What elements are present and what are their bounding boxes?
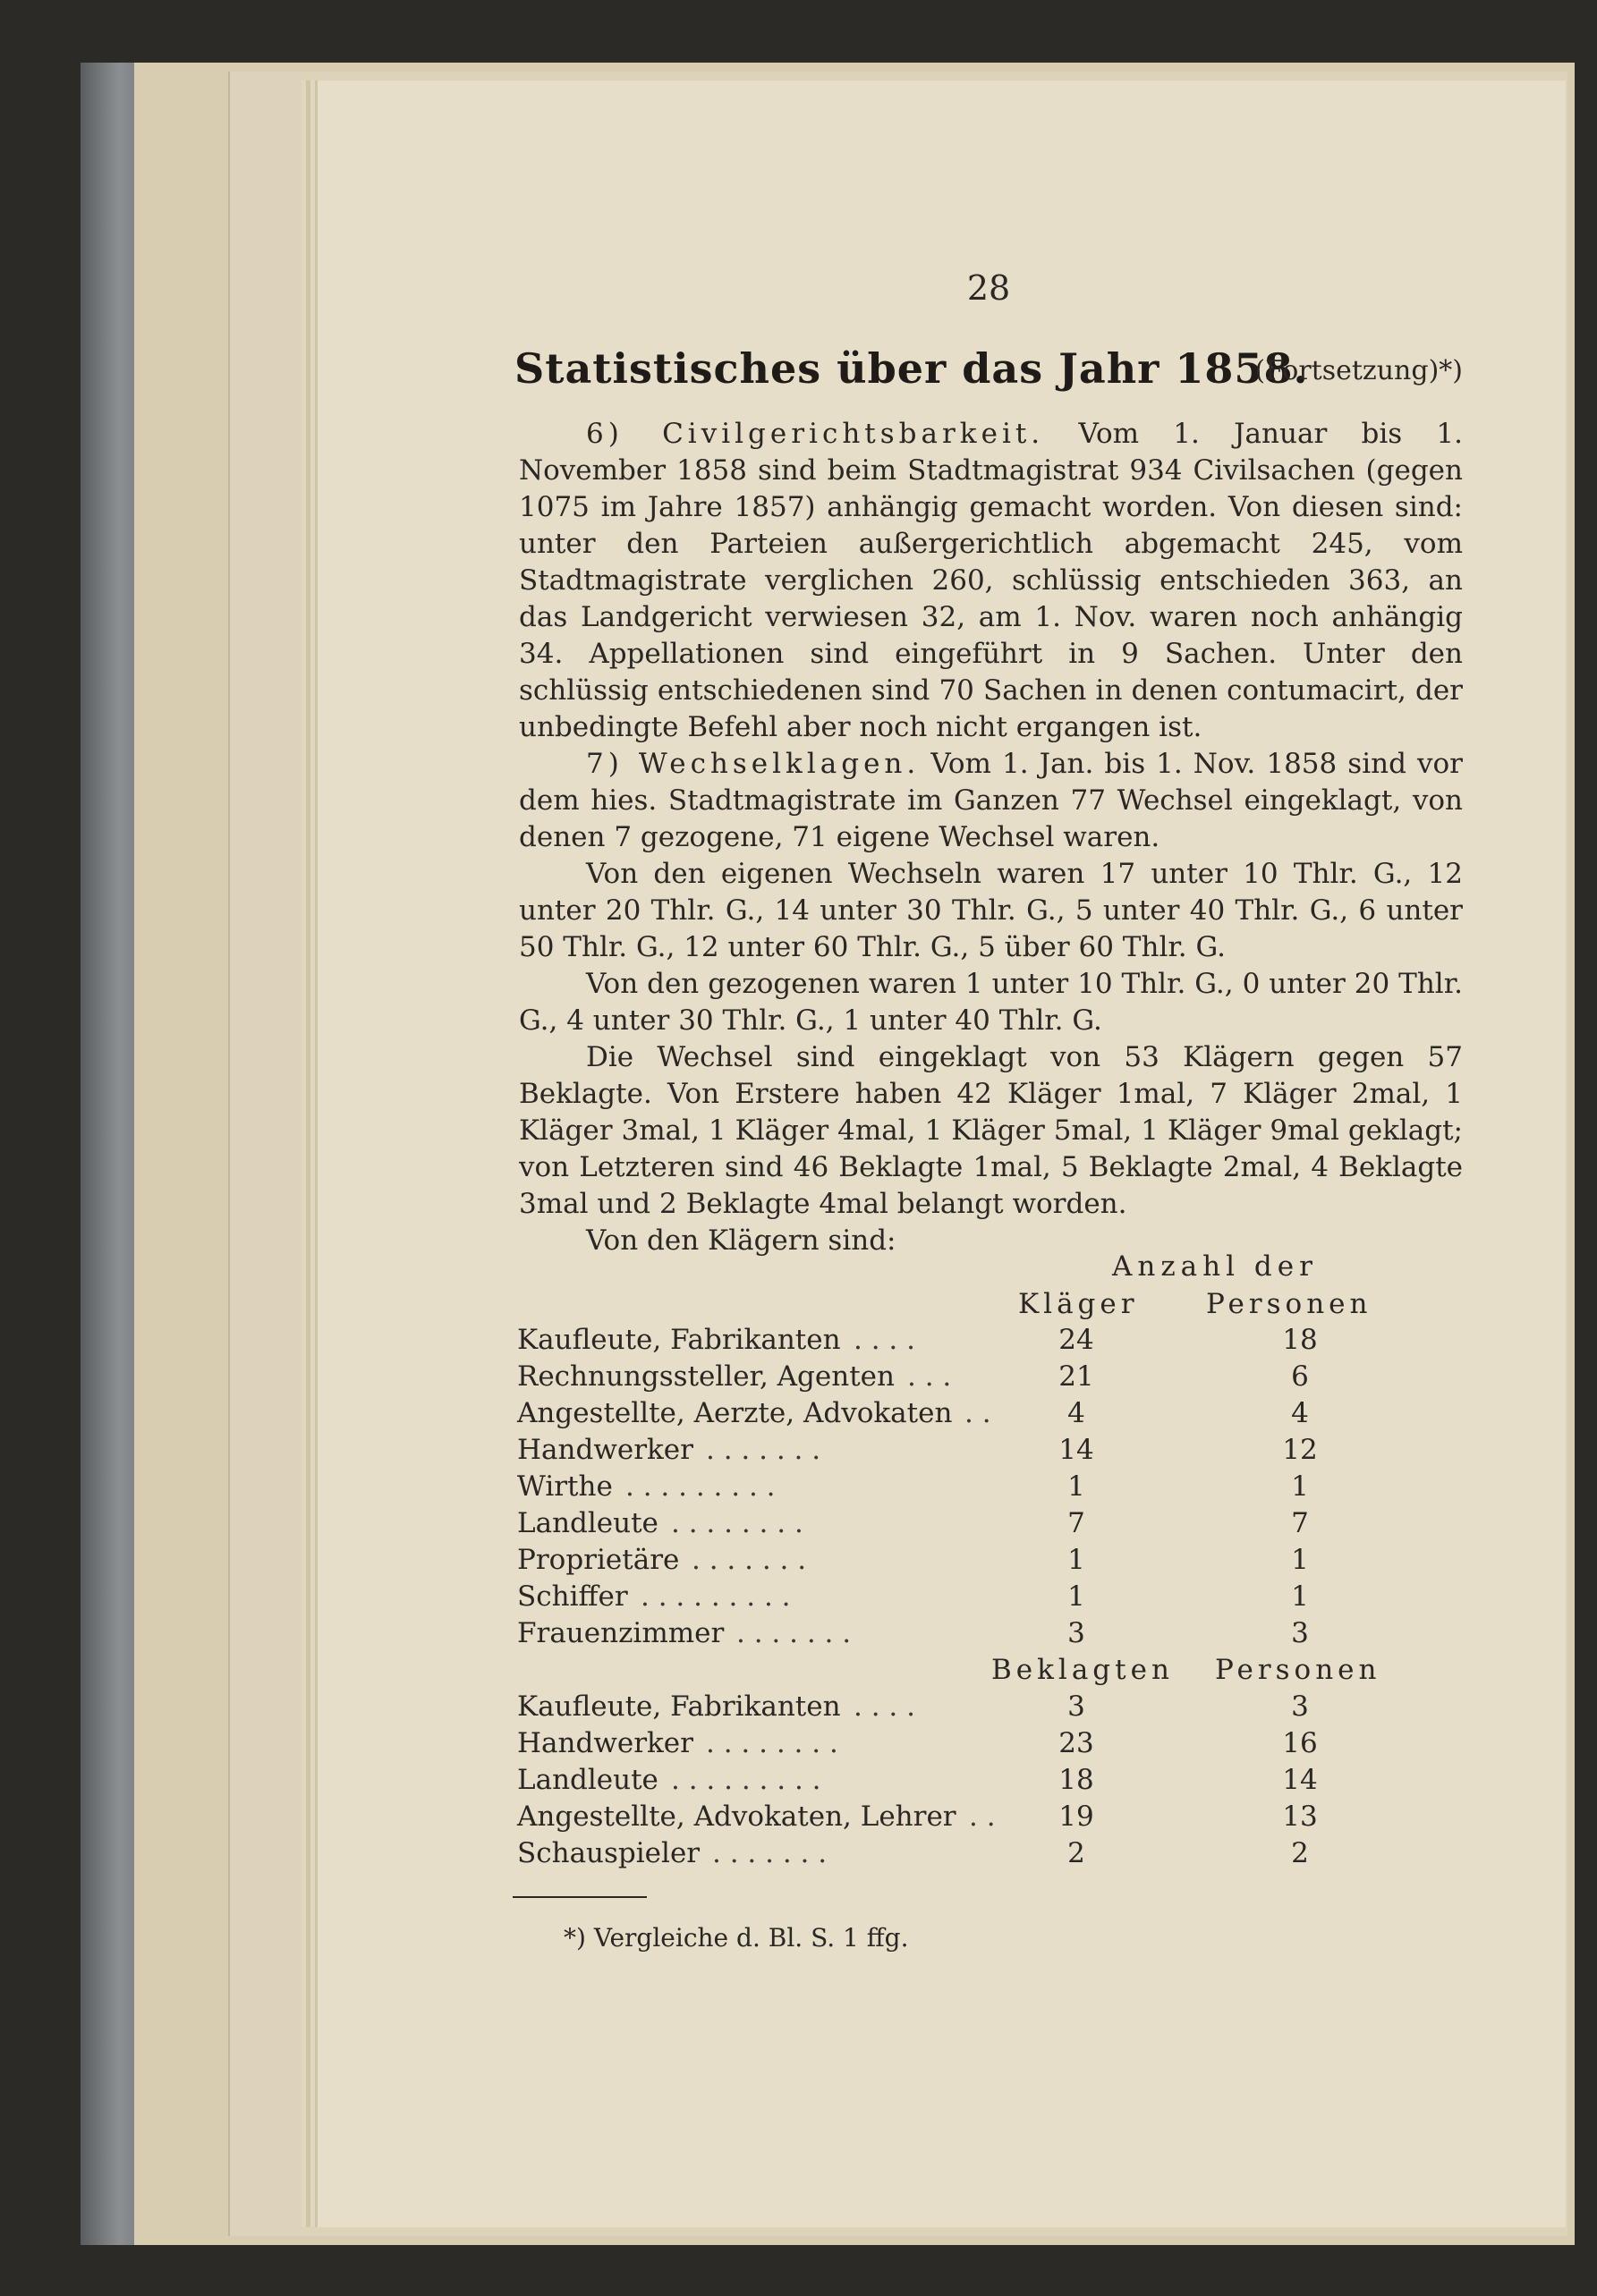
row-value-count: 23 (1058, 1727, 1094, 1759)
row-value-persons: 7 (1291, 1507, 1309, 1539)
row-label: Landleute (517, 1507, 658, 1539)
header-persons: Personen (1206, 1288, 1372, 1320)
table-row (517, 1434, 1465, 1470)
table-row (517, 1617, 1465, 1654)
row-leader-dots: . . . . (854, 1690, 915, 1723)
paragraph-section-6 (519, 416, 1463, 746)
row-leader-dots: . . . . (854, 1324, 915, 1356)
paragraph-plaintiffs-defendants: Die Wechsel sind eingeklagt von 53 Klägern gegen 57 Beklagte. Von Erstere haben 42 Kläger 1mal, 7 Kläger 2mal, 1 Kläger 3mal, 1 Kläger 4mal, 1 Kläger 5mal, 1 Kläger 9mal geklagt; von Letzteren sind 46 Beklagte 1mal, 5 Beklagte 2mal, 4 Beklagte 3mal und 2 Beklagte 4mal belangt worden. (519, 1041, 1463, 1220)
row-label: Kaufleute, Fabrikanten (517, 1324, 841, 1356)
title-row (514, 344, 1463, 393)
table-row (517, 1470, 1465, 1507)
paragraph-table-intro: Von den Klägern sind: (586, 1224, 896, 1257)
footnote: *) Vergleiche d. Bl. S. 1 ffg. (564, 1923, 909, 1953)
table-row (517, 1764, 1465, 1800)
row-value-count: 2 (1067, 1837, 1085, 1869)
row-leader-dots: . . (969, 1800, 996, 1833)
row-leader-dots: . . . . . . . . . (625, 1470, 776, 1503)
table-row (517, 1397, 1465, 1434)
row-value-persons: 1 (1291, 1544, 1309, 1576)
header-defendants: Beklagten (991, 1654, 1174, 1686)
row-label: Handwerker (517, 1434, 693, 1466)
table-header (517, 1250, 1465, 1324)
row-label: Wirthe (517, 1470, 613, 1503)
table-row (517, 1360, 1465, 1397)
row-value-count: 18 (1058, 1764, 1094, 1796)
page-title: Statistisches über das Jahr 1858. (514, 344, 1309, 393)
defendant-rows (517, 1690, 1465, 1874)
row-value-persons: 12 (1282, 1434, 1318, 1466)
page-number: 28 (966, 268, 1011, 308)
row-leader-dots: . . . . . . . (736, 1617, 852, 1649)
row-value-count: 1 (1067, 1544, 1085, 1576)
row-value-persons: 1 (1291, 1470, 1309, 1503)
section-6-heading: 6) Civilgerichtsbarkeit. (586, 418, 1045, 450)
row-leader-dots: . . . (907, 1360, 952, 1393)
row-label: Handwerker (517, 1727, 693, 1759)
row-leader-dots: . . . . . . . . (706, 1727, 838, 1759)
section-7-heading: 7) Wechselklagen. (586, 748, 921, 780)
row-value-count: 4 (1067, 1397, 1085, 1429)
row-value-persons: 13 (1282, 1800, 1318, 1833)
row-value-count: 24 (1058, 1324, 1094, 1356)
paragraph-own-bills: Von den eigenen Wechseln waren 17 unter 10 Thlr. G., 12 unter 20 Thlr. G., 14 unter 30 Thlr. G., 5 unter 40 Thlr. G., 6 unter 50 Thlr. G., 12 unter 60 Thlr. G., 5 über 60 Thlr. G. (519, 858, 1463, 963)
row-value-persons: 3 (1291, 1617, 1309, 1649)
table-row (517, 1507, 1465, 1544)
title-note: (Fortsetzung)*) (1254, 355, 1463, 386)
table-row (517, 1690, 1465, 1727)
row-value-persons: 4 (1291, 1397, 1309, 1429)
row-label: Angestellte, Aerzte, Advokaten (517, 1397, 953, 1429)
footnote-rule (513, 1896, 647, 1898)
table-row (517, 1800, 1465, 1837)
defendants-header (517, 1654, 1465, 1690)
row-leader-dots: . . (964, 1397, 991, 1429)
row-value-persons: 14 (1282, 1764, 1318, 1796)
row-value-count: 3 (1067, 1617, 1085, 1649)
body-text (519, 416, 1463, 1259)
row-leader-dots: . . . . . . . (712, 1837, 828, 1869)
row-value-persons: 2 (1291, 1837, 1309, 1869)
row-value-persons: 3 (1291, 1690, 1309, 1723)
row-label: Schauspieler (517, 1837, 701, 1869)
row-leader-dots: . . . . . . . . . (641, 1580, 791, 1613)
row-leader-dots: . . . . . . . (706, 1434, 821, 1466)
row-label: Proprietäre (517, 1544, 680, 1576)
row-value-count: 3 (1067, 1690, 1085, 1723)
plaintiff-rows (517, 1324, 1465, 1654)
header-count: Anzahl der (1112, 1250, 1318, 1283)
header-plaintiffs: Kläger (1018, 1288, 1139, 1320)
table-row (517, 1544, 1465, 1580)
row-label: Frauenzimmer (517, 1617, 725, 1649)
row-value-persons: 18 (1282, 1324, 1318, 1356)
row-value-count: 1 (1067, 1580, 1085, 1613)
paragraph-drawn-bills: Von den gezogenen waren 1 unter 10 Thlr. G., 0 unter 20 Thlr. G., 4 unter 30 Thlr. G., 1 unter 40 Thlr. G. (519, 968, 1463, 1037)
section-7-text: Vom 1. Jan. bis 1. Nov. 1858 sind vor dem hies. Stadtmagistrate im Ganzen 77 Wechsel eingeklagt, von denen 7 gezogene, 71 eigene Wechsel waren. (519, 748, 1463, 853)
row-label: Kaufleute, Fabrikanten (517, 1690, 841, 1723)
table-row (517, 1837, 1465, 1874)
row-label: Angestellte, Advokaten, Lehrer (517, 1800, 956, 1833)
row-leader-dots: . . . . . . . . . (671, 1764, 821, 1796)
row-label: Rechnungssteller, Agenten (517, 1360, 895, 1393)
row-leader-dots: . . . . . . . . (671, 1507, 803, 1539)
row-leader-dots: . . . . . . . (692, 1544, 807, 1576)
row-value-persons: 1 (1291, 1580, 1309, 1613)
table-row (517, 1580, 1465, 1617)
row-value-persons: 16 (1282, 1727, 1318, 1759)
row-label: Landleute (517, 1764, 658, 1796)
paragraph-section-7 (519, 746, 1463, 856)
table-row (517, 1727, 1465, 1764)
table-row (517, 1324, 1465, 1360)
section-6-text: Vom 1. Januar bis 1. November 1858 sind beim Stadtmagistrat 934 Civilsachen (gegen 1075 im Jahre 1857) anhängig gemacht worden. Von diesen sind: unter den Parteien außergerichtlich abgemacht 245, vom Stadtmagistrate verglichen 260, schlüssig entschieden 363, an das Landgericht verwiesen 32, am 1. Nov. waren noch anhängig 34. Appellationen sind eingeführt in 9 Sachen. Unter den schlüssig entschiedenen sind 70 Sachen in denen contumacirt, der unbedingte Befehl aber noch nicht ergangen ist. (519, 418, 1464, 743)
row-value-count: 1 (1067, 1470, 1085, 1503)
row-value-count: 14 (1058, 1434, 1094, 1466)
statistics-table (517, 1250, 1465, 1874)
header-persons-2: Personen (1215, 1654, 1381, 1686)
row-value-persons: 6 (1291, 1360, 1309, 1393)
row-value-count: 21 (1058, 1360, 1094, 1393)
row-value-count: 19 (1058, 1800, 1094, 1833)
row-label: Schiffer (517, 1580, 628, 1613)
row-value-count: 7 (1067, 1507, 1085, 1539)
